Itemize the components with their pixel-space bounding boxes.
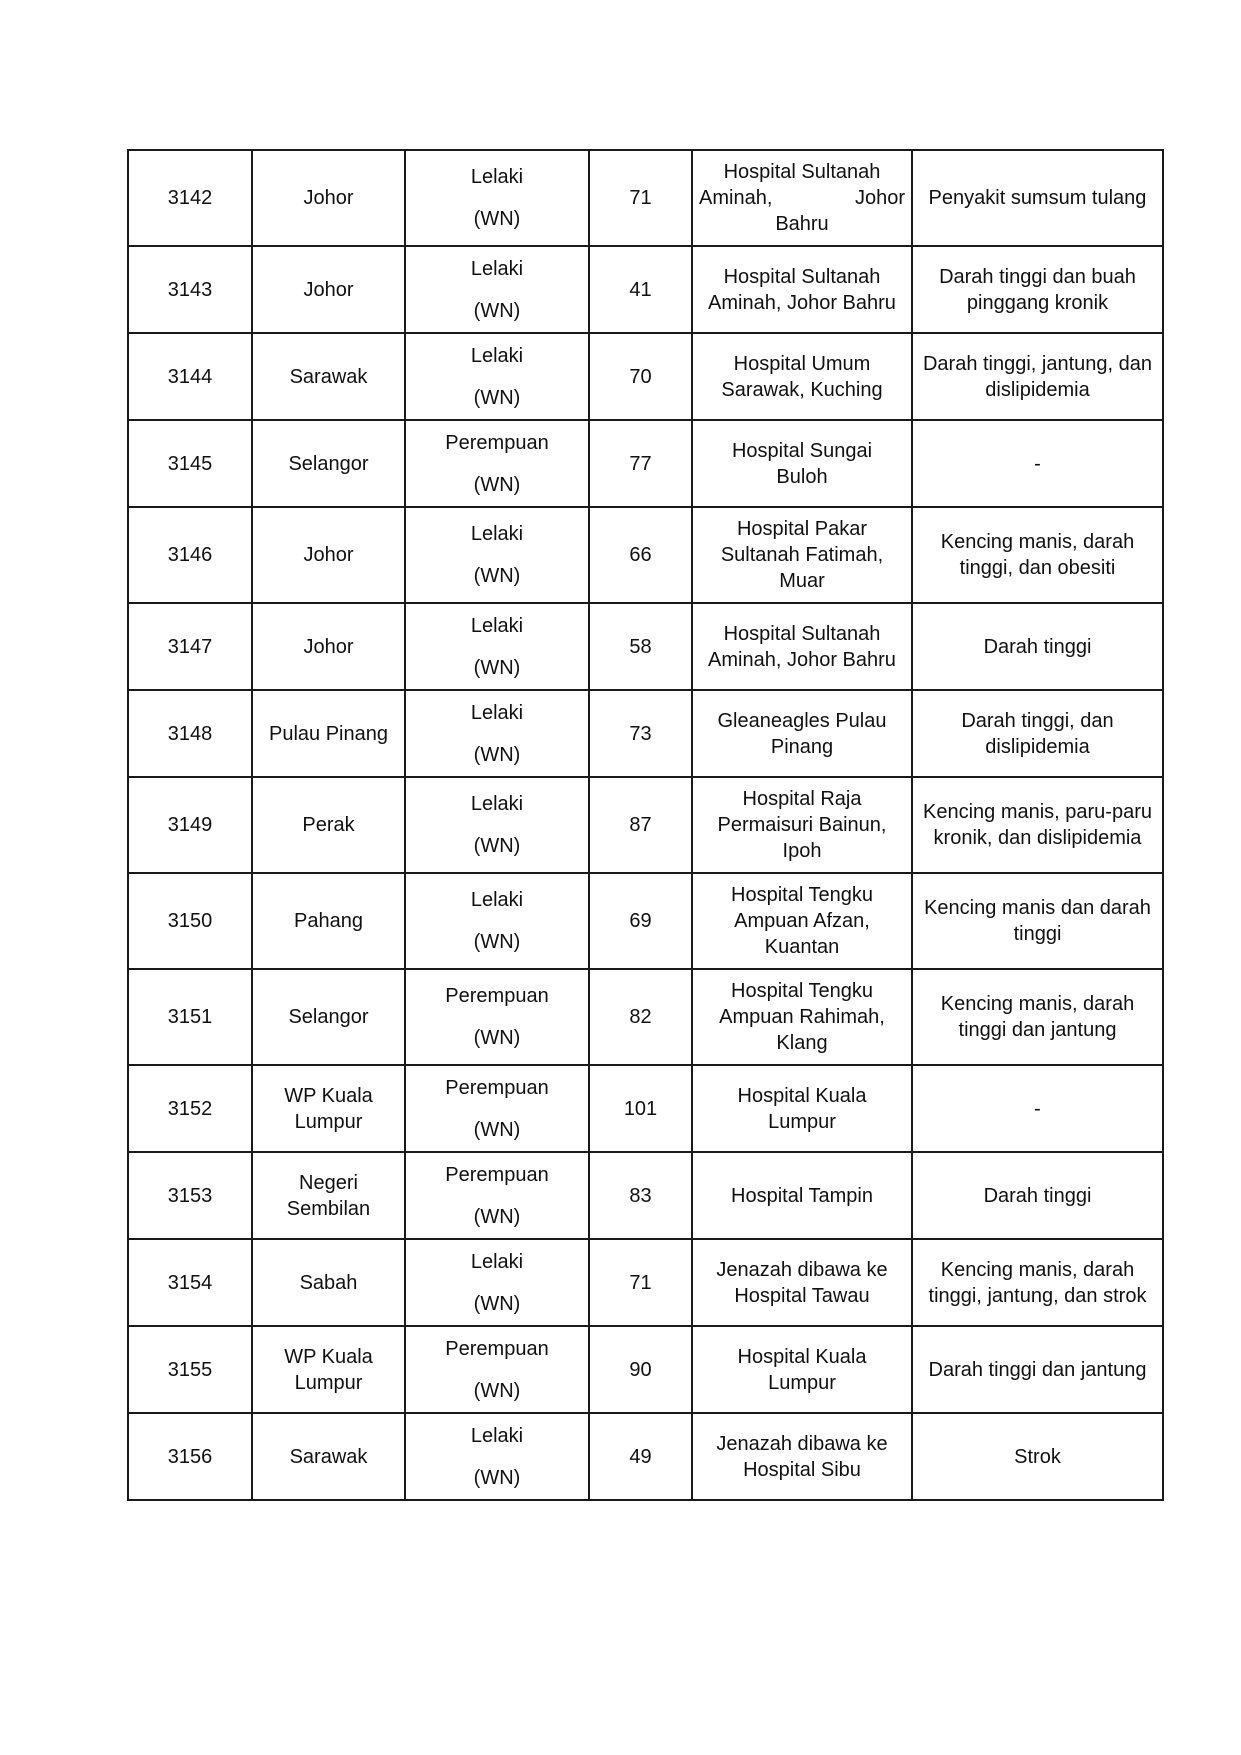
citizenship-label: (WN) (473, 473, 521, 496)
case-number-cell: 3146 (128, 507, 252, 603)
hospital-line: Permaisuri Bainun, (717, 814, 887, 836)
hospital-line: Ipoh (782, 840, 822, 862)
hospital-cell (692, 1152, 912, 1239)
table-row (128, 507, 1163, 603)
table-row (128, 150, 1163, 246)
table-row (128, 333, 1163, 420)
hospital-line: Aminah, Johor Bahru (708, 291, 896, 314)
gender-cell (405, 1239, 589, 1326)
state-cell: WP Kuala Lumpur (252, 1326, 405, 1413)
citizenship-label: (WN) (473, 835, 521, 857)
table-row (128, 420, 1163, 507)
state-cell: Johor (252, 603, 405, 690)
hospital-cell (692, 507, 912, 603)
death-cases-table (127, 149, 1164, 1501)
hospital-line: Hospital Sultanah (723, 622, 881, 645)
gender-label: Lelaki (470, 701, 524, 724)
hospital-line: Hospital Umum (733, 352, 871, 375)
hospital-line: Hospital Sultanah (723, 265, 881, 288)
hospital-line: Buloh (776, 465, 828, 488)
gender-label: Lelaki (470, 344, 524, 367)
table-row (128, 969, 1163, 1065)
conditions-cell: Kencing manis, darah tinggi, dan obesiti (912, 507, 1163, 603)
hospital-line: Hospital Kuala (737, 1084, 867, 1107)
hospital-line: Hospital Pakar (736, 518, 868, 540)
gender-label: Perempuan (445, 1337, 549, 1360)
hospital-line: Lumpur (768, 1371, 836, 1394)
table-row (128, 1413, 1163, 1500)
conditions-cell: Kencing manis, darah tinggi dan jantung (912, 969, 1163, 1065)
table-row (128, 873, 1163, 969)
gender-label: Perempuan (445, 1076, 549, 1099)
hospital-cell (692, 246, 912, 333)
citizenship-label: (WN) (473, 1205, 521, 1228)
gender-label: Lelaki (470, 523, 524, 545)
gender-cell (405, 246, 589, 333)
case-number-cell: 3145 (128, 420, 252, 507)
conditions-cell: Strok (912, 1413, 1163, 1500)
case-number-cell: 3144 (128, 333, 252, 420)
case-number-cell: 3154 (128, 1239, 252, 1326)
state-cell: Johor (252, 507, 405, 603)
gender-label: Lelaki (470, 614, 524, 637)
state-cell: Negeri Sembilan (252, 1152, 405, 1239)
hospital-line: Hospital Kuala (737, 1345, 867, 1368)
table-row (128, 246, 1163, 333)
hospital-cell (692, 1065, 912, 1152)
gender-label: Perempuan (445, 1163, 549, 1186)
age-cell: 77 (589, 420, 692, 507)
conditions-cell: - (912, 420, 1163, 507)
case-number-cell: 3150 (128, 873, 252, 969)
hospital-cell (692, 777, 912, 873)
case-number-cell: 3147 (128, 603, 252, 690)
conditions-cell: Darah tinggi (912, 1152, 1163, 1239)
age-cell: 82 (589, 969, 692, 1065)
case-number-cell: 3153 (128, 1152, 252, 1239)
table-row (128, 777, 1163, 873)
citizenship-label: (WN) (473, 931, 521, 953)
state-cell: Johor (252, 246, 405, 333)
hospital-line: Bahru (775, 213, 829, 235)
state-cell: Pulau Pinang (252, 690, 405, 777)
gender-cell (405, 1326, 589, 1413)
hospital-line: Jenazah dibawa ke (716, 1258, 888, 1281)
conditions-cell: Kencing manis, paru-paru kronik, dan dislipidemia (912, 777, 1163, 873)
state-cell: Selangor (252, 420, 405, 507)
case-number-cell: 3151 (128, 969, 252, 1065)
age-cell: 41 (589, 246, 692, 333)
hospital-line: Pinang (770, 735, 834, 758)
hospital-line: Ampuan Rahimah, (719, 1006, 885, 1028)
gender-cell (405, 603, 589, 690)
gender-cell (405, 420, 589, 507)
gender-label: Lelaki (470, 1250, 524, 1273)
hospital-line: Kuantan (764, 936, 840, 958)
hospital-line: Aminah, Johor Bahru (708, 648, 896, 671)
citizenship-label: (WN) (473, 1118, 521, 1141)
hospital-line: Hospital Tawau (734, 1284, 870, 1307)
age-cell: 83 (589, 1152, 692, 1239)
hospital-line: Jenazah dibawa ke (716, 1432, 888, 1455)
state-cell: WP Kuala Lumpur (252, 1065, 405, 1152)
hospital-line: Hospital Sungai (731, 439, 873, 462)
gender-label: Lelaki (470, 166, 524, 188)
hospital-line: Sultanah Fatimah, (720, 544, 884, 566)
hospital-cell (692, 1326, 912, 1413)
hospital-cell (692, 1413, 912, 1500)
hospital-line: Gleaneagles Pulau (717, 709, 887, 732)
age-cell: 87 (589, 777, 692, 873)
gender-cell (405, 969, 589, 1065)
hospital-cell (692, 690, 912, 777)
hospital-cell (692, 873, 912, 969)
hospital-line: Aminah, Johor (699, 187, 905, 209)
citizenship-label: (WN) (473, 386, 521, 409)
case-number-cell: 3156 (128, 1413, 252, 1500)
hospital-line: Klang (776, 1032, 828, 1054)
hospital-line: Hospital Tengku (731, 980, 873, 1002)
hospital-line: Muar (779, 570, 825, 592)
hospital-line: Sarawak, Kuching (721, 378, 883, 401)
hospital-cell (692, 969, 912, 1065)
hospital-line: Hospital Sultanah (723, 161, 881, 183)
gender-cell (405, 150, 589, 246)
hospital-line: Lumpur (768, 1110, 836, 1133)
gender-cell (405, 507, 589, 603)
age-cell: 71 (589, 1239, 692, 1326)
state-cell: Sarawak (252, 1413, 405, 1500)
hospital-line: Hospital Sibu (743, 1458, 861, 1481)
age-cell: 49 (589, 1413, 692, 1500)
age-cell: 101 (589, 1065, 692, 1152)
age-cell: 70 (589, 333, 692, 420)
citizenship-label: (WN) (473, 743, 521, 766)
table-row (128, 1239, 1163, 1326)
conditions-cell: Kencing manis dan darah tinggi (912, 873, 1163, 969)
age-cell: 73 (589, 690, 692, 777)
gender-cell (405, 1413, 589, 1500)
hospital-cell (692, 1239, 912, 1326)
state-cell: Johor (252, 150, 405, 246)
gender-label: Lelaki (470, 793, 524, 815)
hospital-line: Ampuan Afzan, (734, 910, 870, 932)
age-cell: 58 (589, 603, 692, 690)
table-row (128, 690, 1163, 777)
citizenship-label: (WN) (473, 1379, 521, 1402)
gender-label: Perempuan (445, 985, 549, 1007)
hospital-cell (692, 150, 912, 246)
state-cell: Pahang (252, 873, 405, 969)
state-cell: Sabah (252, 1239, 405, 1326)
conditions-cell: Penyakit sumsum tulang (912, 150, 1163, 246)
conditions-cell: Darah tinggi (912, 603, 1163, 690)
table-body (128, 150, 1163, 1500)
citizenship-label: (WN) (473, 1292, 521, 1315)
conditions-cell: Kencing manis, darah tinggi, jantung, dan strok (912, 1239, 1163, 1326)
state-cell: Sarawak (252, 333, 405, 420)
conditions-cell: - (912, 1065, 1163, 1152)
hospital-cell (692, 603, 912, 690)
citizenship-label: (WN) (473, 208, 521, 230)
case-number-cell: 3155 (128, 1326, 252, 1413)
gender-cell (405, 690, 589, 777)
case-number-cell: 3152 (128, 1065, 252, 1152)
gender-cell (405, 1152, 589, 1239)
case-number-cell: 3148 (128, 690, 252, 777)
age-cell: 90 (589, 1326, 692, 1413)
state-cell: Selangor (252, 969, 405, 1065)
hospital-line: Hospital Tampin (731, 1184, 873, 1207)
citizenship-label: (WN) (473, 656, 521, 679)
hospital-cell (692, 420, 912, 507)
table-row (128, 603, 1163, 690)
citizenship-label: (WN) (473, 565, 521, 587)
state-cell: Perak (252, 777, 405, 873)
case-number-cell: 3142 (128, 150, 252, 246)
gender-cell (405, 777, 589, 873)
hospital-line: Hospital Tengku (731, 884, 873, 906)
gender-label: Lelaki (470, 257, 524, 280)
citizenship-label: (WN) (473, 299, 521, 322)
hospital-cell (692, 333, 912, 420)
conditions-cell: Darah tinggi, jantung, dan dislipidemia (912, 333, 1163, 420)
case-number-cell: 3149 (128, 777, 252, 873)
citizenship-label: (WN) (473, 1466, 521, 1489)
hospital-line: Hospital Raja (742, 788, 862, 810)
gender-label: Lelaki (470, 1424, 524, 1447)
citizenship-label: (WN) (473, 1027, 521, 1049)
conditions-cell: Darah tinggi, dan dislipidemia (912, 690, 1163, 777)
age-cell: 69 (589, 873, 692, 969)
gender-label: Lelaki (470, 889, 524, 911)
conditions-cell: Darah tinggi dan jantung (912, 1326, 1163, 1413)
gender-cell (405, 333, 589, 420)
age-cell: 71 (589, 150, 692, 246)
gender-cell (405, 873, 589, 969)
gender-label: Perempuan (445, 431, 549, 454)
case-number-cell: 3143 (128, 246, 252, 333)
table-row (128, 1326, 1163, 1413)
gender-cell (405, 1065, 589, 1152)
age-cell: 66 (589, 507, 692, 603)
conditions-cell: Darah tinggi dan buah pinggang kronik (912, 246, 1163, 333)
table-row (128, 1065, 1163, 1152)
table-row (128, 1152, 1163, 1239)
